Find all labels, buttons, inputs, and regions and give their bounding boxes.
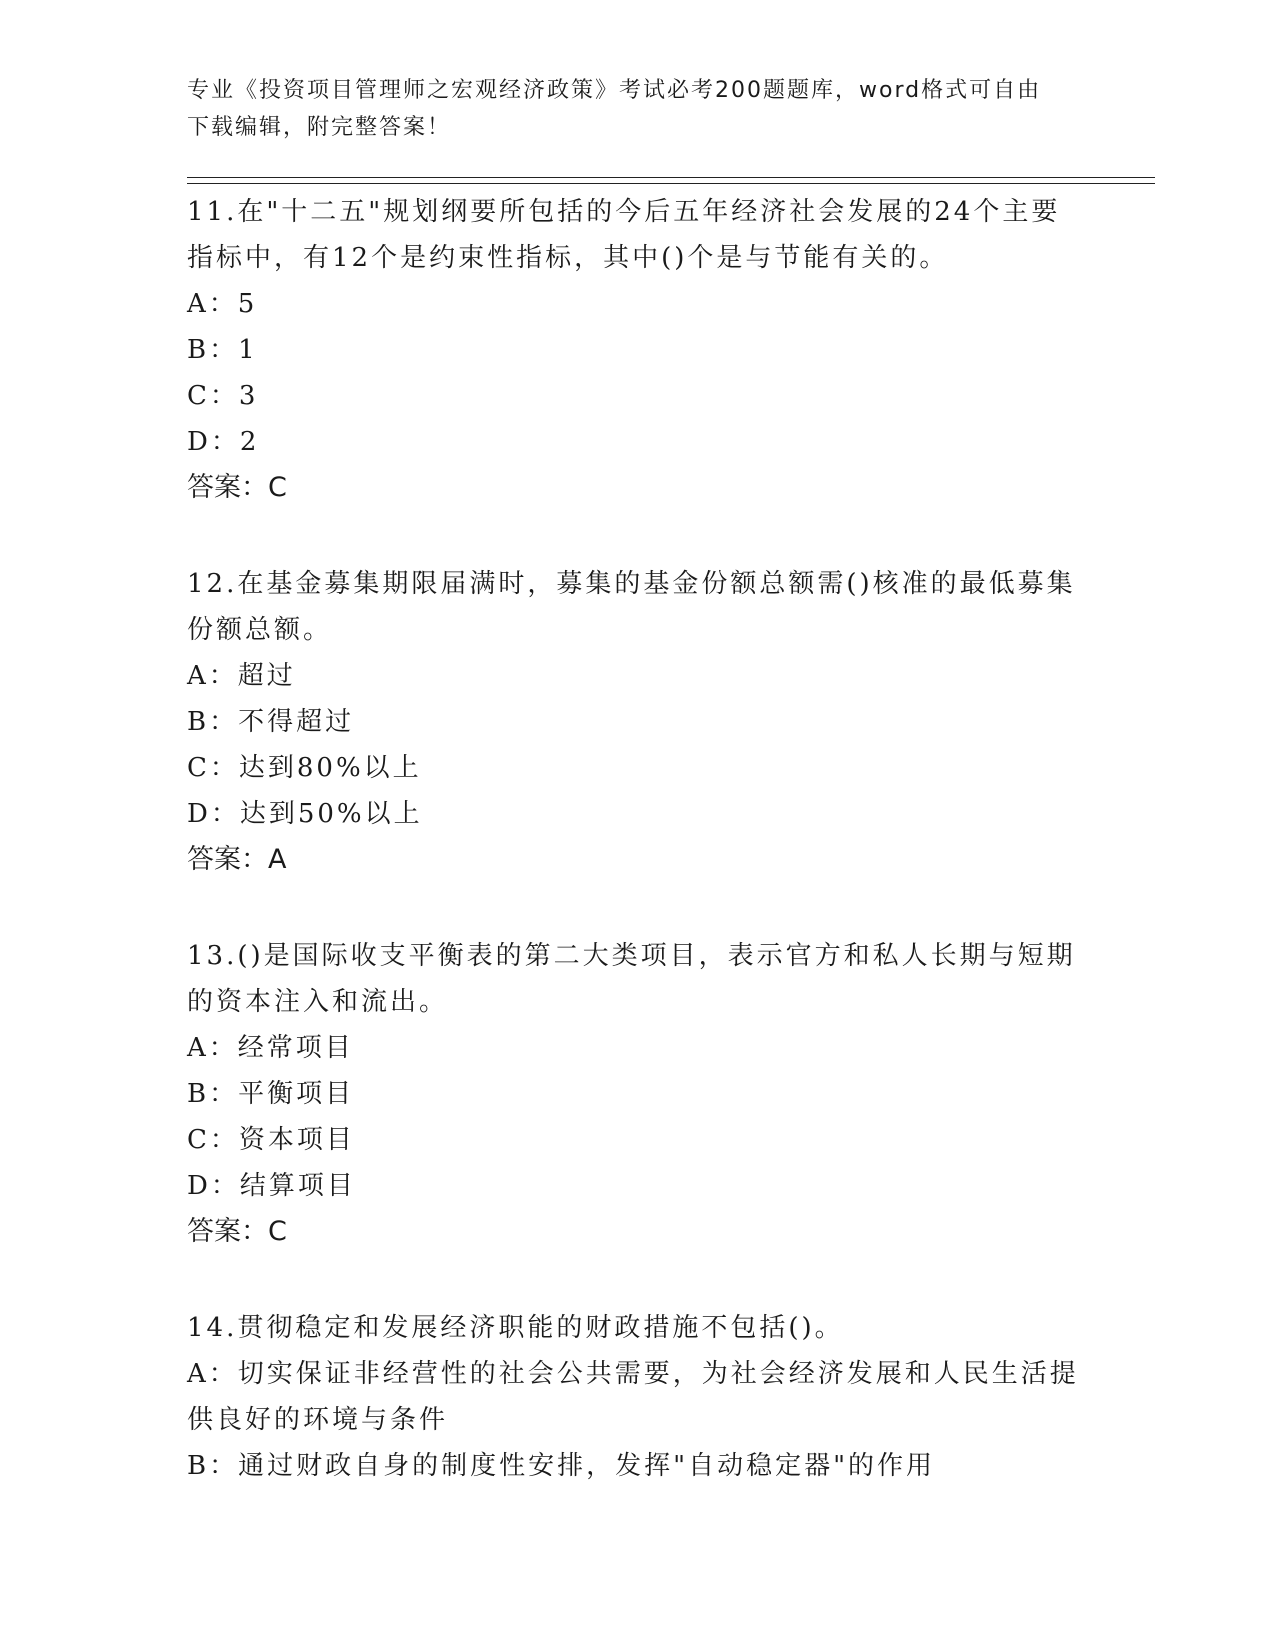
option-c: C：达到80%以上	[187, 753, 422, 783]
question-11	[187, 189, 1087, 511]
option-c: C：资本项目	[187, 1125, 355, 1155]
header-line-2: 下载编辑，附完整答案！	[187, 115, 452, 140]
answer-line: 答案：C	[187, 472, 287, 503]
header-divider-bottom	[187, 183, 1155, 184]
question-list	[187, 189, 1087, 1539]
header-divider-top	[187, 177, 1155, 178]
option-d: D：达到50%以上	[187, 799, 423, 829]
option-a: A：5	[187, 289, 258, 319]
question-text: 13.()是国际收支平衡表的第二大类项目，表示官方和私人长期与短期的资本注入和流出。	[187, 941, 1076, 1017]
question-12	[187, 561, 1087, 883]
option-c: C：3	[187, 381, 259, 411]
answer-line: 答案：C	[187, 1216, 287, 1247]
option-b: B：1	[187, 335, 258, 365]
question-text: 12.在基金募集期限届满时，募集的基金份额总额需()核准的最低募集份额总额。	[187, 569, 1076, 645]
question-14	[187, 1305, 1087, 1489]
option-b: B：平衡项目	[187, 1079, 355, 1109]
answer-line: 答案：A	[187, 844, 287, 875]
option-a: A：超过	[187, 661, 296, 691]
question-13	[187, 933, 1087, 1255]
question-text: 11.在"十二五"规划纲要所包括的今后五年经济社会发展的24个主要指标中，有12个是约束性指标，其中()个是与节能有关的。	[187, 197, 1061, 273]
option-d: D：结算项目	[187, 1171, 356, 1201]
option-b: B：通过财政自身的制度性安排，发挥"自动稳定器"的作用	[187, 1451, 936, 1481]
option-a: A：经常项目	[187, 1033, 354, 1063]
header-line-1: 专业《投资项目管理师之宏观经济政策》考试必考200题题库，word格式可自由	[187, 78, 1042, 103]
option-d: D：2	[187, 427, 260, 457]
document-header	[187, 72, 1067, 146]
option-a: A：切实保证非经营性的社会公共需要，为社会经济发展和人民生活提供良好的环境与条件	[187, 1359, 1079, 1435]
question-text: 14.贯彻稳定和发展经济职能的财政措施不包括()。	[187, 1313, 844, 1343]
option-b: B：不得超过	[187, 707, 355, 737]
